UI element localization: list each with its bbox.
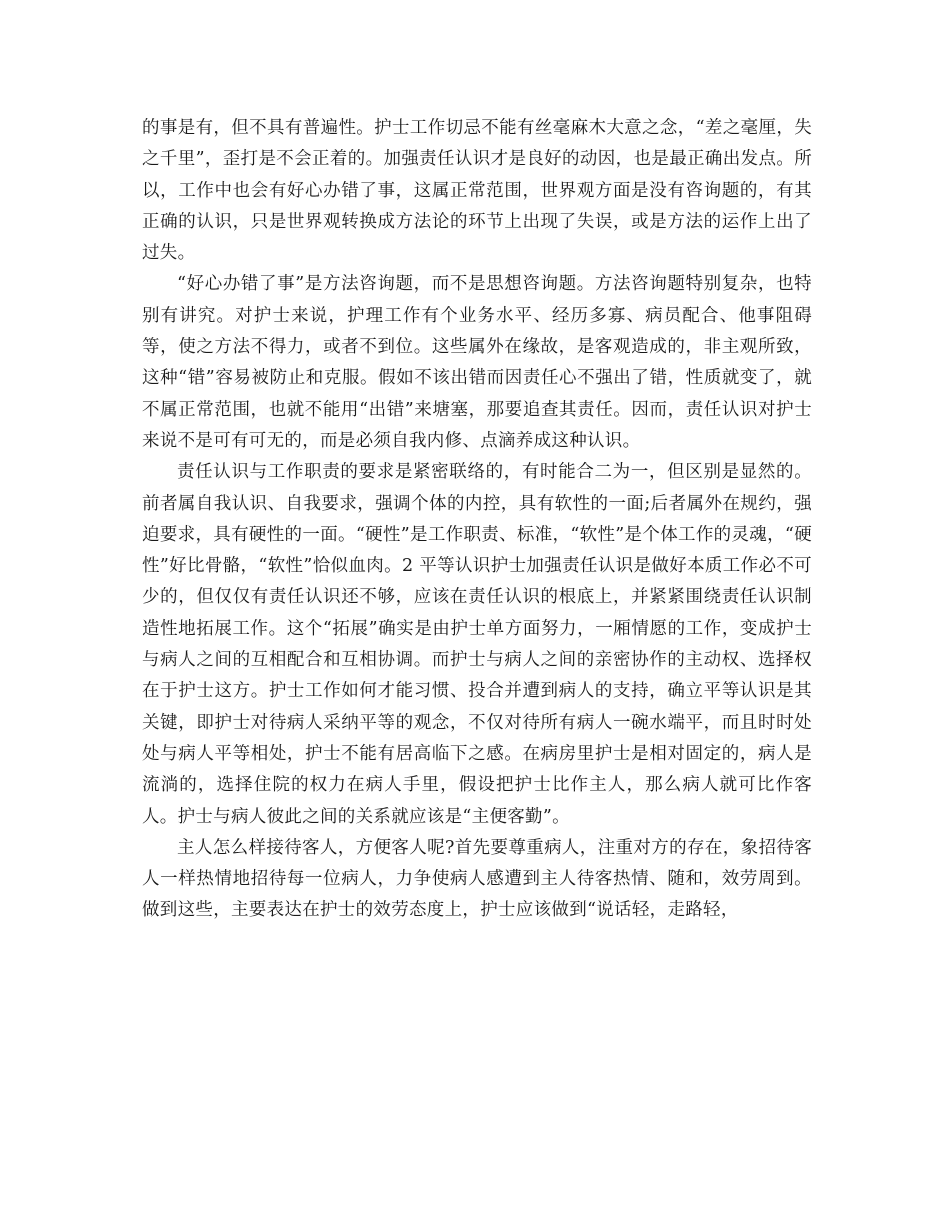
paragraph-4: 主人怎么样接待客人，方便客人呢?首先要尊重病人，注重对方的存在，象招待客人一样热情地招待每一位病人，力争使病人感遭到主人待客热情、随和，效劳周到。做到这些，主要表达在护士的效劳态度上，护士应该做到“说话轻，走路轻， — [142, 837, 812, 921]
paragraph-3: 责任认识与工作职责的要求是紧密联络的，有时能合二为一，但区别是显然的。前者属自我认识、自我要求，强调个体的内控，具有软性的一面;后者属外在规约，强迫要求，具有硬性的一面。“硬性”是工作职责、标准，“软性”是个体工作的灵魂，“硬性”好比骨骼，“软性”恰似血肉。2 平等认识护士加强责任认识是做好本质工作必不可少的，但仅仅有责任认识还不够，应该在责任认识的根底上，并紧紧围绕责任认识制造性地拓展工作。这个“拓展”确实是由护士单方面努力，一厢情愿的工作，变成护士与病人之间的互相配合和互相协调。而护士与病人之间的亲密协作的主动权、选择权在于护士这方。护士工作如何才能习惯、投合并遭到病人的支持，确立平等认识是其关键，即护士对待病人采纳平等的观念，不仅对待所有病人一碗水端平，而且时时处处与病人平等相处，护士不能有居高临下之感。在病房里护士是相对固定的，病人是流淌的，选择住院的权力在病人手里，假设把护士比作主人，那么病人就可比作客人。护士与病人彼此之间的关系就应该是“主便客勤”。 — [142, 462, 812, 827]
document-body — [142, 113, 812, 927]
paragraph-2: “好心办错了事”是方法咨询题，而不是思想咨询题。方法咨询题特别复杂，也特别有讲究。对护士来说，护理工作有个业务水平、经历多寡、病员配合、他事阻碍等，使之方法不得力，或者不到位。这些属外在缘故，是客观造成的，非主观所致，这种“错”容易被防止和克服。假如不该出错而因责任心不强出了错，性质就变了，就不属正常范围，也就不能用“出错”来塘塞，那要追查其责任。因而，责任认识对护士来说不是可有可无的，而是必须自我内修、点滴养成这种认识。 — [142, 274, 812, 451]
paragraph-1: 的事是有，但不具有普遍性。护士工作切忌不能有丝毫麻木大意之念，“差之毫厘，失之千里”，歪打是不会正着的。加强责任认识才是良好的动因，也是最正确出发点。所以，工作中也会有好心办错了事，这属正常范围，世界观方面是没有咨询题的，有其正确的认识，只是世界观转换成方法论的环节上出现了失误，或是方法的运作上出了过失。 — [142, 118, 812, 264]
